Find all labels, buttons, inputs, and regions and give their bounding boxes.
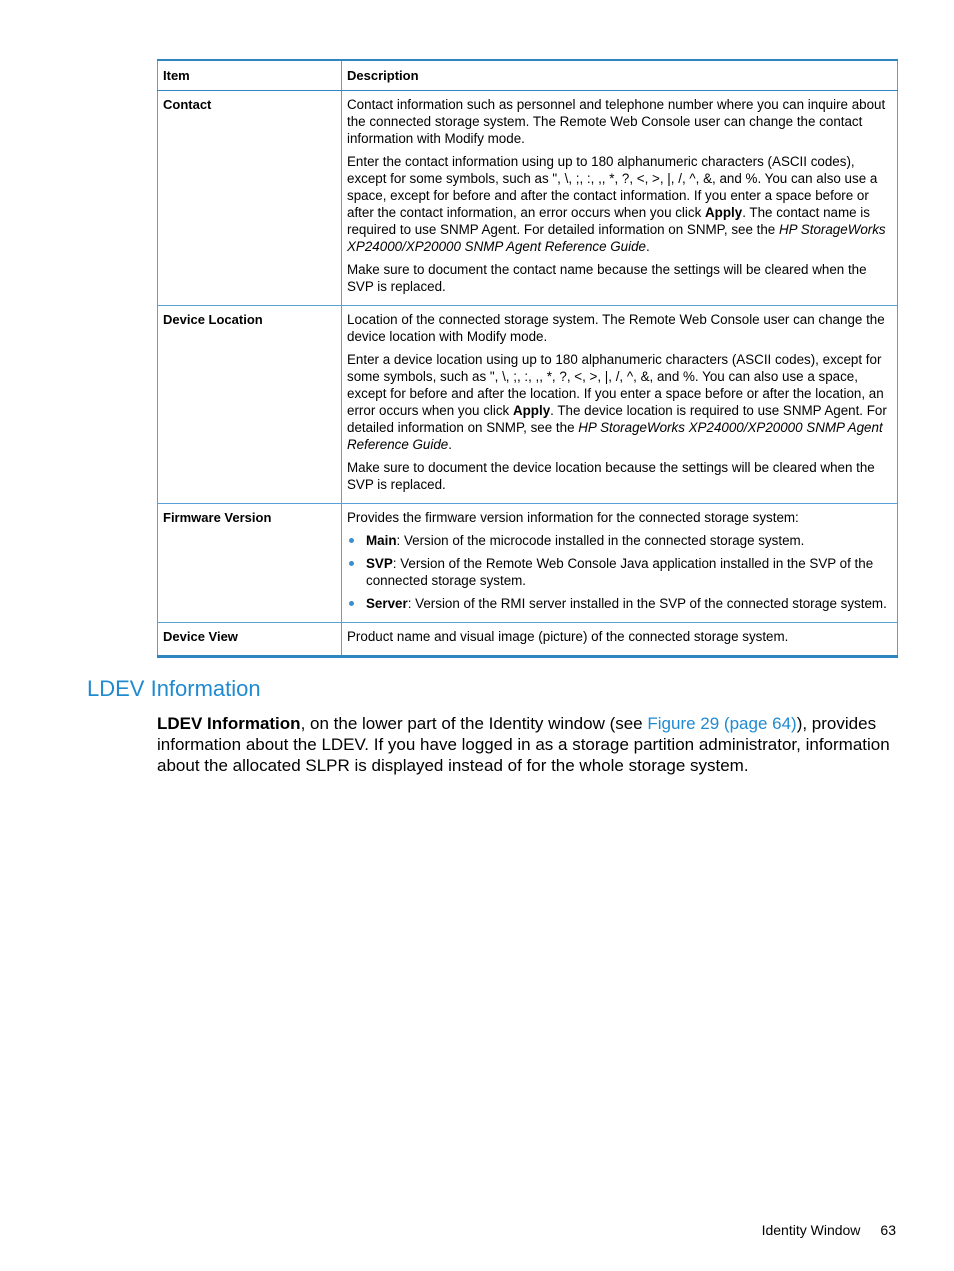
- firmware-intro: Provides the firmware version information for the connected storage system:: [347, 510, 799, 525]
- description-firmware-version: [342, 504, 898, 623]
- table-row-device-location: [158, 306, 898, 504]
- location-p2-text-b: . The device location is required to use SNMP Agent. For detailed information on SNMP, see the: [347, 403, 887, 435]
- table-row-contact: [158, 91, 898, 306]
- page-number: 63: [880, 1222, 896, 1238]
- bullet-text-svp: : Version of the Remote Web Console Java application installed in the SVP of the connected storage system.: [366, 556, 874, 588]
- section-heading: LDEV Information: [87, 676, 261, 701]
- location-desc-p3: Make sure to document the device location because the settings will be cleared when the SVP is replaced.: [347, 460, 875, 492]
- description-contact: [342, 91, 898, 306]
- location-guide-title: HP StorageWorks XP24000/XP20000 SNMP Agent Reference Guide: [347, 420, 883, 452]
- firmware-bullet-list: [347, 532, 892, 612]
- section-text-a: , on the lower part of the Identity window (see: [300, 714, 648, 733]
- contact-desc-p3: Make sure to document the contact name because the settings will be cleared when the SVP is replaced.: [347, 262, 867, 294]
- contact-p2-text-b: . The contact name is required to use SNMP Agent. For detailed information on SNMP, see the: [347, 205, 870, 237]
- item-firmware-version: Firmware Version: [158, 504, 342, 623]
- description-device-view: Product name and visual image (picture) of the connected storage system.: [342, 623, 898, 657]
- table-header-row: [158, 60, 898, 91]
- list-item: [347, 532, 892, 549]
- figure-link[interactable]: Figure 29 (page 64): [647, 714, 797, 733]
- page-footer: [762, 1222, 896, 1238]
- contact-guide-title: HP StorageWorks XP24000/XP20000 SNMP Agent Reference Guide: [347, 222, 886, 254]
- section-lead-bold: LDEV Information: [157, 714, 301, 733]
- bullet-icon: [349, 561, 354, 566]
- contact-desc-p1: Contact information such as personnel and telephone number where you can inquire about the connected storage system. The Remote Web Console user can change the contact information with Modify mode.: [347, 97, 886, 146]
- item-description-table: [157, 59, 898, 658]
- list-item: [347, 555, 892, 589]
- bullet-term-svp: SVP: [366, 556, 393, 571]
- bullet-term-server: Server: [366, 596, 408, 611]
- contact-p2-text-c: .: [646, 239, 650, 254]
- contact-apply-term: Apply: [705, 205, 743, 220]
- section-paragraph: [157, 713, 899, 776]
- footer-section-name: Identity Window: [761, 1222, 861, 1238]
- table-row-device-view: [158, 623, 898, 657]
- bullet-icon: [349, 538, 354, 543]
- location-apply-term: Apply: [512, 403, 551, 418]
- item-contact: Contact: [158, 91, 342, 306]
- list-item: [347, 595, 892, 612]
- bullet-term-main: Main: [366, 533, 397, 548]
- item-device-location: Device Location: [158, 306, 342, 504]
- bullet-icon: [349, 601, 354, 606]
- location-desc-p2: [347, 351, 892, 453]
- header-description: Description: [342, 60, 898, 91]
- description-device-location: [342, 306, 898, 504]
- contact-p2-text-a: Enter the contact information using up to 180 alphanumeric characters (ASCII codes), except for some symbols, such as ", \, ;, :, ,, *, ?, <, >, |, /, ^, &, and %. You can also use a space, except for before and after the contact information. If you enter a space before or after the contact information, an error occurs when you click: [347, 154, 878, 220]
- section-text-b: ), provides information about the LDEV. If you have logged in as a storage partition administrator, information about the allocated SLPR is displayed instead of for the whole storage system.: [157, 714, 890, 775]
- location-p2-text-a: Enter a device location using up to 180 alphanumeric characters (ASCII codes), except for some symbols, such as ", \, ;, :, ,, *, ?, <, >, |, /, ^, &, and %. You can also use a space, except for before and after the location. If you enter a space before or after the location, an error occurs when you click: [347, 352, 884, 418]
- contact-desc-p2: [347, 153, 892, 255]
- bullet-text-main: : Version of the microcode installed in the connected storage system.: [396, 533, 805, 548]
- location-desc-p1: Location of the connected storage system. The Remote Web Console user can change the device location with Modify mode.: [347, 312, 885, 344]
- location-p2-text-c: .: [448, 437, 452, 452]
- header-item: Item: [158, 60, 342, 91]
- bullet-text-server: : Version of the RMI server installed in the SVP of the connected storage system.: [407, 596, 887, 611]
- item-description-table-wrapper: [157, 59, 897, 658]
- table-row-firmware-version: [158, 504, 898, 623]
- item-device-view: Device View: [158, 623, 342, 657]
